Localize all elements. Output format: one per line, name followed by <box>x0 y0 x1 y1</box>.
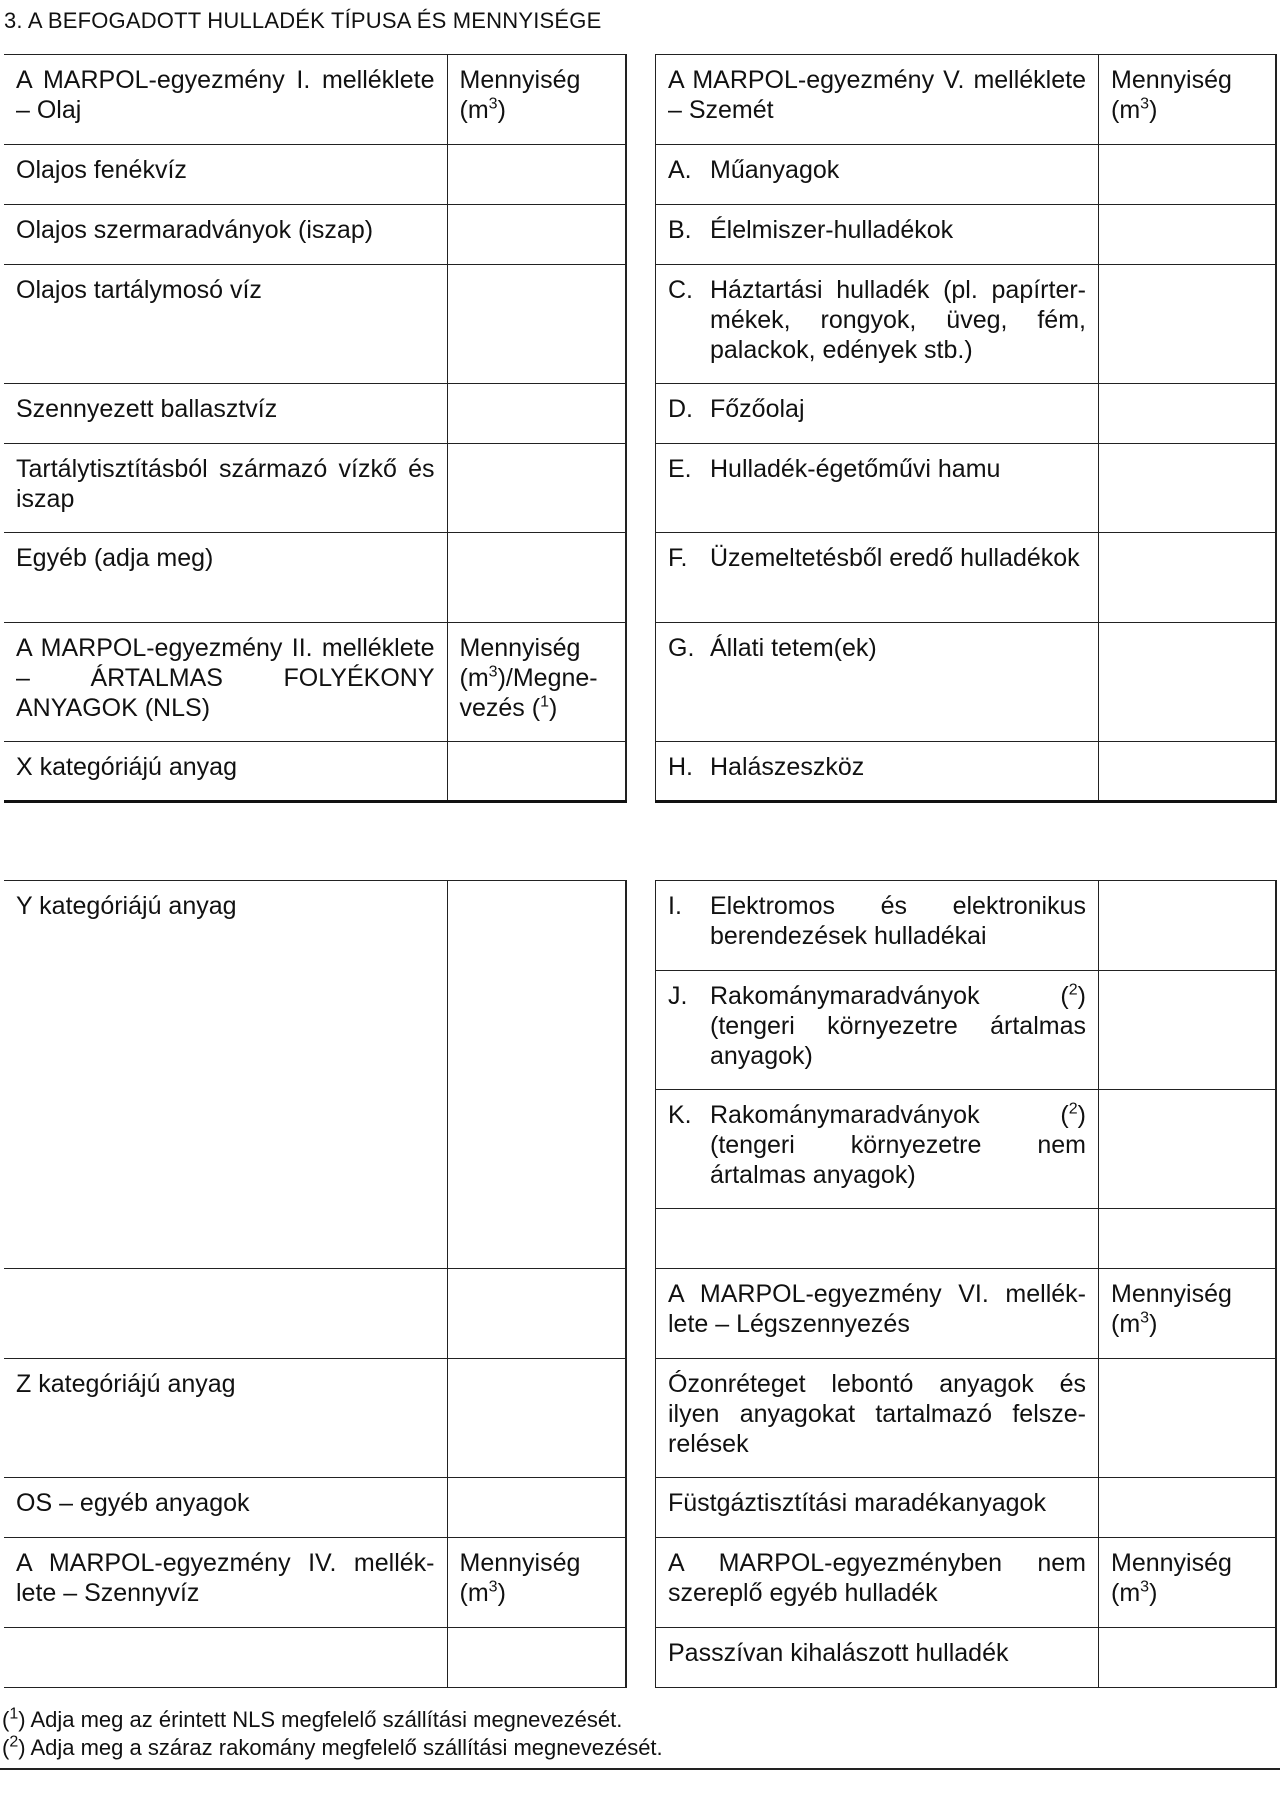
section-heading: 3. A BEFOGADOTT HULLADÉK TÍPUSA ÉS MENNYISÉGE <box>4 8 602 33</box>
quantity-cell[interactable] <box>447 881 626 1269</box>
quantity-cell[interactable] <box>1099 1628 1276 1688</box>
quantity-cell[interactable] <box>1099 533 1276 623</box>
annex-6-header: A MARPOL-egyezmény VI. melléklete – Légszennyezés <box>656 1269 1099 1359</box>
row-label: X kategóriájú anyag <box>4 742 447 802</box>
empty-cell <box>4 1269 447 1359</box>
quantity-header: Mennyiség $(m^3)$ <box>1099 1538 1276 1628</box>
quantity-header: Mennyiség $(m^3)$ <box>1099 1269 1276 1359</box>
row-label: Z kategóriájú anyag <box>4 1359 447 1478</box>
list-item: I. Elektromos és elektronikus berendezések hulladékai <box>656 881 1099 971</box>
row-label: Füstgáztisztítási maradékanyagok <box>656 1478 1099 1538</box>
quantity-cell[interactable] <box>447 384 626 444</box>
quantity-header: Mennyiség $(m^3)$ <box>447 1538 626 1628</box>
annex-4-header: A MARPOL-egyezmény IV. melléklete – Szennyvíz <box>4 1538 447 1628</box>
list-item: F. Üzemeltetésből eredő hulladékok <box>656 533 1099 623</box>
quantity-cell[interactable] <box>1099 1209 1276 1269</box>
bottom-rule <box>0 1768 1280 1770</box>
quantity-cell[interactable] <box>1099 881 1276 971</box>
quantity-cell[interactable] <box>447 1628 626 1688</box>
quantity-cell[interactable] <box>1099 1090 1276 1209</box>
empty-cell <box>4 1628 447 1688</box>
quantity-cell[interactable] <box>1099 1359 1276 1478</box>
quantity-cell[interactable] <box>447 205 626 265</box>
quantity-header: Mennyiség $(m^3)$ <box>447 55 626 145</box>
list-item: D. Főzőolaj <box>656 384 1099 444</box>
row-label: OS – egyéb anyagok <box>4 1478 447 1538</box>
annex-5-table <box>655 54 1277 803</box>
row-label: Olajos tartálymosó víz <box>4 265 447 384</box>
quantity-cell[interactable] <box>447 1478 626 1538</box>
row-label: Szennyezett ballasztvíz <box>4 384 447 444</box>
quantity-cell[interactable] <box>1099 444 1276 533</box>
nls-quantity-header: Mennyiség $(m^3)$/Megnevezés ($^1$) <box>447 623 626 742</box>
quantity-cell[interactable] <box>1099 623 1276 742</box>
list-item: K. Rakománymaradványok ($^2$) (tengeri környezetre nem ártalmas anyagok) <box>656 1090 1099 1209</box>
lower-left-table <box>4 880 627 1688</box>
footnote-1: ($^1$) Adja meg az érintett NLS megfelelő szállítási megnevezését. <box>2 1705 623 1732</box>
row-label: Olajos fenékvíz <box>4 145 447 205</box>
quantity-cell[interactable] <box>1099 971 1276 1090</box>
quantity-cell[interactable] <box>447 1269 626 1359</box>
list-item: E. Hulladék-égetőművi hamu <box>656 444 1099 533</box>
annex-5-header: A MARPOL-egyezmény V. melléklete – Szemét <box>656 55 1099 145</box>
row-label: Egyéb (adja meg) <box>4 533 447 623</box>
quantity-cell[interactable] <box>1099 742 1276 802</box>
quantity-cell[interactable] <box>1099 1478 1276 1538</box>
quantity-cell[interactable] <box>1099 205 1276 265</box>
quantity-cell[interactable] <box>447 1359 626 1478</box>
row-label: Passzívan kihalászott hulladék <box>656 1628 1099 1688</box>
row-label: Y kategóriájú anyag <box>4 881 447 1269</box>
annex-1-header: A MARPOL-egyezmény I. melléklete – Olaj <box>4 55 447 145</box>
lower-right-table <box>655 880 1277 1688</box>
quantity-cell[interactable] <box>447 533 626 623</box>
quantity-cell[interactable] <box>1099 265 1276 384</box>
list-item: J. Rakománymaradványok ($^2$) (tengeri környezetre ártalmas anyagok) <box>656 971 1099 1090</box>
quantity-cell[interactable] <box>447 444 626 533</box>
empty-cell <box>656 1209 1099 1269</box>
list-item: C. Háztartási hulladék (pl. papírtermékek, rongyok, üveg, fém, palackok, edények stb.) <box>656 265 1099 384</box>
row-label: Olajos szermaradványok (iszap) <box>4 205 447 265</box>
quantity-cell[interactable] <box>447 265 626 384</box>
footnotes <box>2 1706 663 1762</box>
quantity-cell[interactable] <box>1099 145 1276 205</box>
quantity-cell[interactable] <box>447 742 626 802</box>
list-item: G. Állati tetem(ek) <box>656 623 1099 742</box>
annex-1-2-table <box>4 54 627 803</box>
footnote-2: ($^2$) Adja meg a száraz rakomány megfelelő szállítási megnevezését. <box>2 1733 663 1760</box>
quantity-cell[interactable] <box>1099 384 1276 444</box>
annex-2-header: A MARPOL-egyezmény II. melléklete – ÁRTALMAS FOLYÉKONY ANYAGOK (NLS) <box>4 623 447 742</box>
row-label: Ózonréteget lebontó anyagok és ilyen anyagokat tartalmazó felszerelések <box>656 1359 1099 1478</box>
row-label: A MARPOL-egyezményben nem szereplő egyéb hulladék <box>656 1538 1099 1628</box>
quantity-header: Mennyiség $(m^3)$ <box>1099 55 1276 145</box>
quantity-cell[interactable] <box>447 145 626 205</box>
list-item: A. Műanyagok <box>656 145 1099 205</box>
row-label: Tartálytisztításból származó vízkő és iszap <box>4 444 447 533</box>
list-item: B. Élelmiszer-hulladékok <box>656 205 1099 265</box>
list-item: H. Halászeszköz <box>656 742 1099 802</box>
